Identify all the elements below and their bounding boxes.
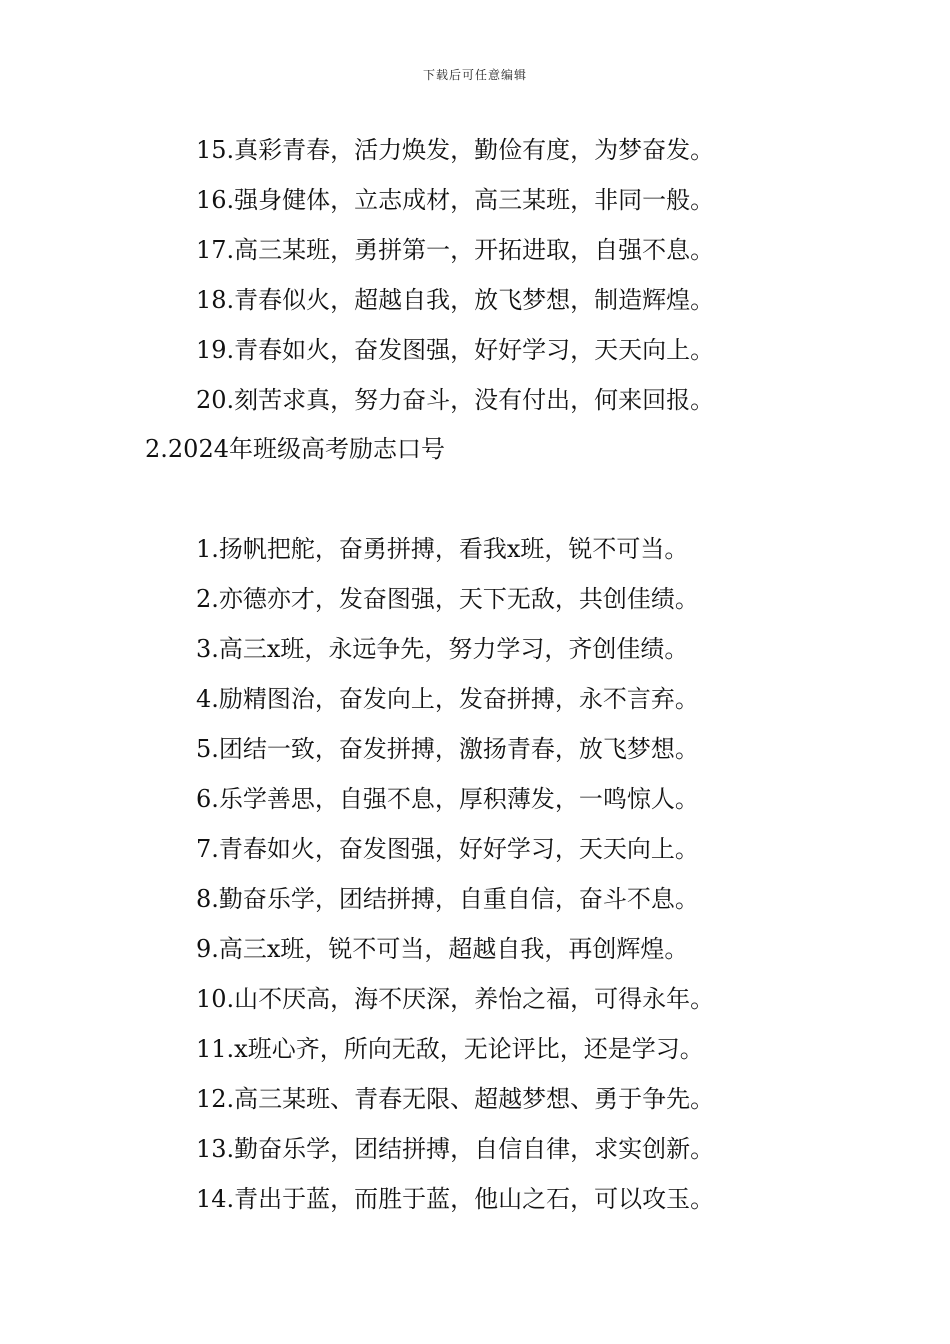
list-item: 8.勤奋乐学，团结拼搏，自重自信，奋斗不息。 bbox=[196, 885, 699, 913]
list-item: 19.青春如火，奋发图强，好好学习，天天向上。 bbox=[196, 336, 715, 364]
list-item: 18.青春似火，超越自我，放飞梦想，制造辉煌。 bbox=[196, 286, 715, 314]
list-item: 2.亦德亦才，发奋图强，天下无敌，共创佳绩。 bbox=[196, 585, 699, 613]
list-item: 15.真彩青春，活力焕发，勤俭有度，为梦奋发。 bbox=[196, 136, 715, 164]
list-item: 20.刻苦求真，努力奋斗，没有付出，何来回报。 bbox=[196, 386, 715, 414]
list-item: 6.乐学善思，自强不息，厚积薄发，一鸣惊人。 bbox=[196, 785, 699, 813]
list-item: 5.团结一致，奋发拼搏，激扬青春，放飞梦想。 bbox=[196, 735, 699, 763]
page-header: 下载后可任意编辑 bbox=[422, 68, 527, 82]
list-item: 14.青出于蓝，而胜于蓝，他山之石，可以攻玉。 bbox=[196, 1185, 715, 1213]
list-item: 12.高三某班、青春无限、超越梦想、勇于争先。 bbox=[196, 1085, 715, 1113]
section-heading: 2.2024年班级高考励志口号 bbox=[145, 435, 445, 463]
list-item: 16.强身健体，立志成材，高三某班，非同一般。 bbox=[196, 186, 715, 214]
list-item: 7.青春如火，奋发图强，好好学习，天天向上。 bbox=[196, 835, 699, 863]
list-item: 1.扬帆把舵，奋勇拼搏，看我x班，锐不可当。 bbox=[196, 535, 689, 563]
slogan-list-continued bbox=[196, 135, 714, 435]
list-item: 17.高三某班，勇拼第一，开拓进取，自强不息。 bbox=[196, 236, 715, 264]
list-item: 9.高三x班，锐不可当，超越自我，再创辉煌。 bbox=[196, 935, 689, 963]
list-item: 4.励精图治，奋发向上，发奋拼搏，永不言弃。 bbox=[196, 685, 699, 713]
list-item: 10.山不厌高，海不厌深，养怡之福，可得永年。 bbox=[196, 985, 715, 1013]
list-item: 3.高三x班，永远争先，努力学习，齐创佳绩。 bbox=[196, 635, 689, 663]
list-item: 13.勤奋乐学，团结拼搏，自信自律，求实创新。 bbox=[196, 1135, 715, 1163]
list-item: 11.x班心齐，所向无敌，无论评比，还是学习。 bbox=[196, 1035, 704, 1063]
slogan-list bbox=[196, 534, 714, 1234]
